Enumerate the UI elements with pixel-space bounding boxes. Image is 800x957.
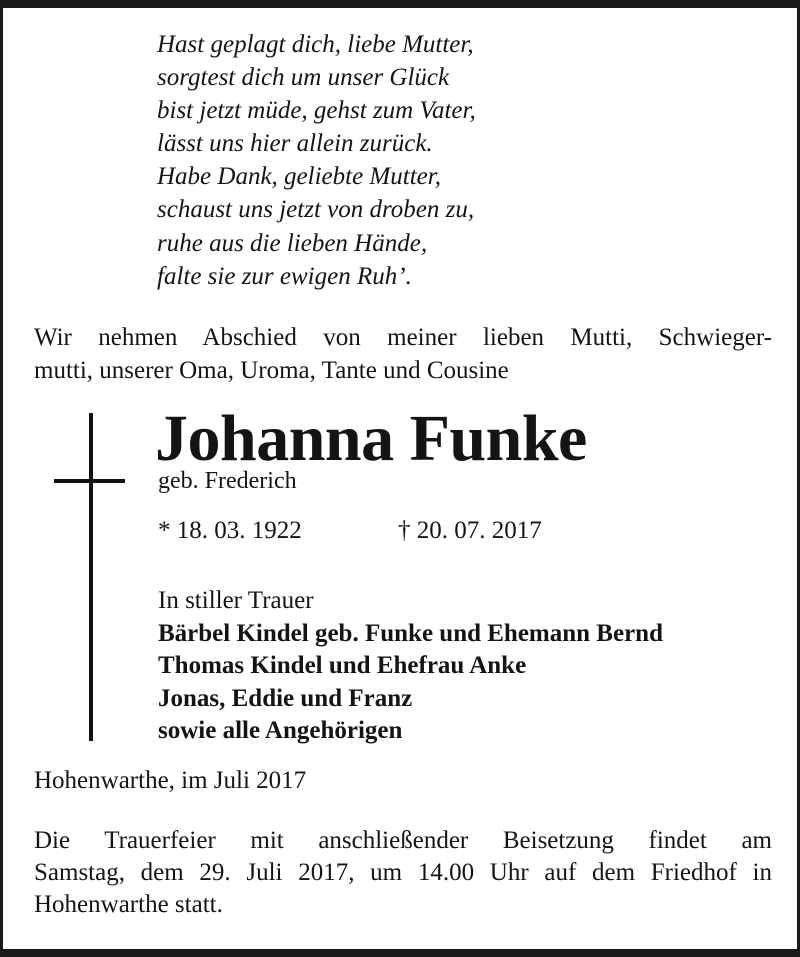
mourner-line: Jonas, Eddie und Franz [158, 684, 413, 712]
poem-line: sorgtest dich um unser Glück [157, 64, 450, 92]
farewell-intro [34, 321, 772, 387]
cross-icon-bar [54, 479, 125, 483]
death-date: † 20. 07. 2017 [398, 517, 542, 544]
intro-line: mutti, unserer Oma, Uroma, Tante und Cousine [34, 357, 509, 384]
mourners-heading: In stiller Trauer [158, 587, 314, 614]
poem-line: Habe Dank, geliebte Mutter, [157, 163, 441, 191]
deceased-name: Johanna Funke [155, 402, 587, 475]
mourner-line: sowie alle Angehörigen [158, 717, 403, 744]
poem-line: ruhe aus die lieben Hände, [157, 229, 428, 257]
service-line: Hohenwarthe statt. [34, 891, 223, 918]
mourner-line: Bärbel Kindel geb. Funke und Ehemann Bernd [158, 619, 663, 647]
birth-name: geb. Frederich [158, 468, 297, 494]
service-line: Samstag, dem 29. Juli 2017, um 14.00 Uhr auf dem Friedhof in [34, 859, 772, 886]
poem-line: falte sie zur ewigen Ruh’. [157, 262, 412, 290]
funeral-service-info [34, 825, 772, 921]
poem-line: Hast geplagt dich, liebe Mutter, [157, 31, 474, 58]
memorial-poem [157, 28, 476, 293]
poem-line: lässt uns hier allein zurück. [157, 130, 433, 158]
mourner-line: Thomas Kindel und Ehefrau Anke [158, 652, 527, 679]
birth-date: * 18. 03. 1922 [158, 517, 302, 544]
poem-line: bist jetzt müde, gehst zum Vater, [157, 97, 476, 125]
mourners-block [158, 585, 663, 748]
service-line: Die Trauerfeier mit anschließender Beisetzung findet am [34, 827, 772, 854]
intro-line: Wir nehmen Abschied von meiner lieben Mutti, Schwieger- [34, 324, 772, 351]
cross-icon [89, 413, 93, 741]
place-date: Hohenwarthe, im Juli 2017 [34, 767, 307, 794]
poem-line: schaust uns jetzt von droben zu, [157, 196, 475, 224]
